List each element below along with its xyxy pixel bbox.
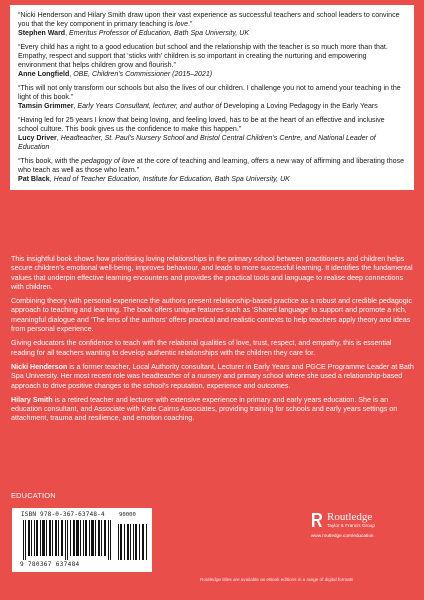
isbn-barcode: [12, 508, 152, 572]
barcode-bars: [23, 520, 111, 560]
author-bio-2: [11, 396, 415, 424]
author-name: Hilary Smith: [11, 395, 53, 404]
endorser-role: Head of Teacher Education, Institute for Education, Bath Spa University, UK: [53, 176, 290, 183]
publisher-url: www.routledge.com/education: [311, 533, 374, 538]
endorsement-1: [18, 11, 406, 38]
endorser: [18, 70, 406, 79]
publisher-group: Taylor & Francis Group: [327, 523, 375, 528]
endorser-role: Emeritus Professor of Education, Bath Spa University, UK: [69, 30, 250, 37]
endorsement-text: “Nicki Henderson and Hilary Smith draw upon their vast experience as successful teachers and school leaders to convince you that the key component in primary teaching is: [18, 12, 400, 28]
endorsement-2: [18, 43, 406, 79]
endorser-role: OBE, Children’s Commissioner (2015–2021): [73, 71, 213, 78]
endorsement-text: “This will not only transform our schools but also the lives of our children. I challenge you not to amend your teaching in the light of this book.”: [18, 85, 401, 101]
endorsement-3: [18, 84, 406, 111]
description-paragraph-3: Giving educators the confidence to teach with the relational qualities of love, trust, respect, and empathy, this is essential reading for all teachers wanting to develop authentic relationships with the children they care for.: [11, 339, 392, 357]
endorsement-text: “Having led for 25 years I know that being loving, and feeling loved, has to be at the heart of an effective and inclusive school culture. This book gives us the confidence to make this happen.”: [18, 117, 385, 133]
endorser-name: Stephen Ward: [18, 30, 66, 37]
subject-category: EDUCATION: [11, 491, 56, 500]
endorsements-panel: [10, 5, 414, 190]
description-paragraph-2: Combining theory with personal experience the authors present relationship-based practice as a robust and credible pedagogic approach to teaching and learning. The book offers unique features such as ‘Shared language’ to support and promote a rich, meaningful dialogue and ‘The lens of the authors’ offers practical and realistic contexts to help teachers apply theory and ideas from personal experience.: [11, 297, 412, 334]
barcode-addon-bars: [118, 520, 148, 560]
author-bio-text: is a former teacher, Local Authority consultant, Lecturer in Early Years and PGCE Programme Leader at Bath Spa University. Her most recent role was headteacher of a nursery and primary school where she used a relationship-based approach to drive positive changes to the school’s reputation, experience and outcomes.: [11, 362, 414, 390]
endorser: [18, 102, 406, 111]
endorsement-text: “This book, with the: [18, 158, 82, 165]
endorser-sep: ,: [49, 176, 54, 183]
barcode-number: 9 780367 637484: [20, 561, 80, 568]
endorser: [18, 134, 406, 152]
endorser-sep: ,: [73, 103, 78, 110]
endorsement-emphasis: pedagogy of love: [81, 158, 135, 165]
author-name: Nicki Henderson: [11, 362, 68, 371]
author-bio-1: [11, 363, 415, 391]
author-bio-text: is a retired teacher and lecturer with extensive experience in primary and early years education. She is an education consultant, and Associate with Kate Cairns Associates, providing training for schools and early years settings on attachment, trauma and resilience, and emotion coaching.: [11, 395, 398, 423]
endorser-book-title: Developing a Loving Pedagogy in the Early Years: [221, 103, 378, 110]
endorser-name: Tamsin Grimmer: [18, 103, 74, 110]
endorser-name: Pat Black: [18, 176, 50, 183]
barcode-addon-digits: 90000: [119, 512, 136, 518]
endorser-role: Early Years Consultant, lecturer, and author of: [77, 103, 222, 110]
endorser-sep: ,: [65, 30, 70, 37]
description-paragraph-1: This insightful book shows how prioritising loving relationships in the primary school between practitioners and children helps secure children’s emotional well-being, improves behaviour, and leads to more successful learning. It identifies the fundamental values that underpin effective learning encounters and provides the practical tools and language to realise deep connections with children.: [11, 255, 413, 291]
publisher-name: Routledge: [327, 511, 373, 523]
ebook-availability-note: Routledge titles are available as eBook editions in a range of digital formats: [200, 577, 354, 582]
endorser-name: Lucy Driver: [18, 135, 57, 142]
endorsement-text-end: at the core of teaching and learning, offers a new way of affirming and liberating those who teach as well as those who learn.”: [18, 158, 405, 174]
endorser-sep: ,: [69, 71, 74, 78]
endorsement-5: [18, 157, 406, 184]
routledge-r-icon: [311, 512, 323, 528]
endorsement-4: [18, 116, 406, 152]
endorsement-text: “Every child has a right to a good education but school and the relationship with the teacher is so much more than that. Empathy, respect and support that ‘sticks with’ children is so important in creating the nurturing and empowering environment that helps children grow and flourish.”: [18, 44, 388, 69]
endorser: [18, 29, 406, 38]
endorsement-text-end: .”: [188, 21, 193, 28]
endorser-name: Anne Longfield: [18, 71, 70, 78]
endorser-sep: ,: [56, 135, 61, 142]
endorser-role: Headteacher, St. Paul’s Nursery School and Bristol Central Children’s Centre, and National Leader of Education: [18, 135, 376, 151]
book-description: [11, 255, 415, 429]
isbn-label: ISBN 978-0-367-63748-4: [21, 511, 105, 518]
endorser: [18, 175, 406, 184]
endorsement-emphasis: love: [175, 21, 189, 28]
